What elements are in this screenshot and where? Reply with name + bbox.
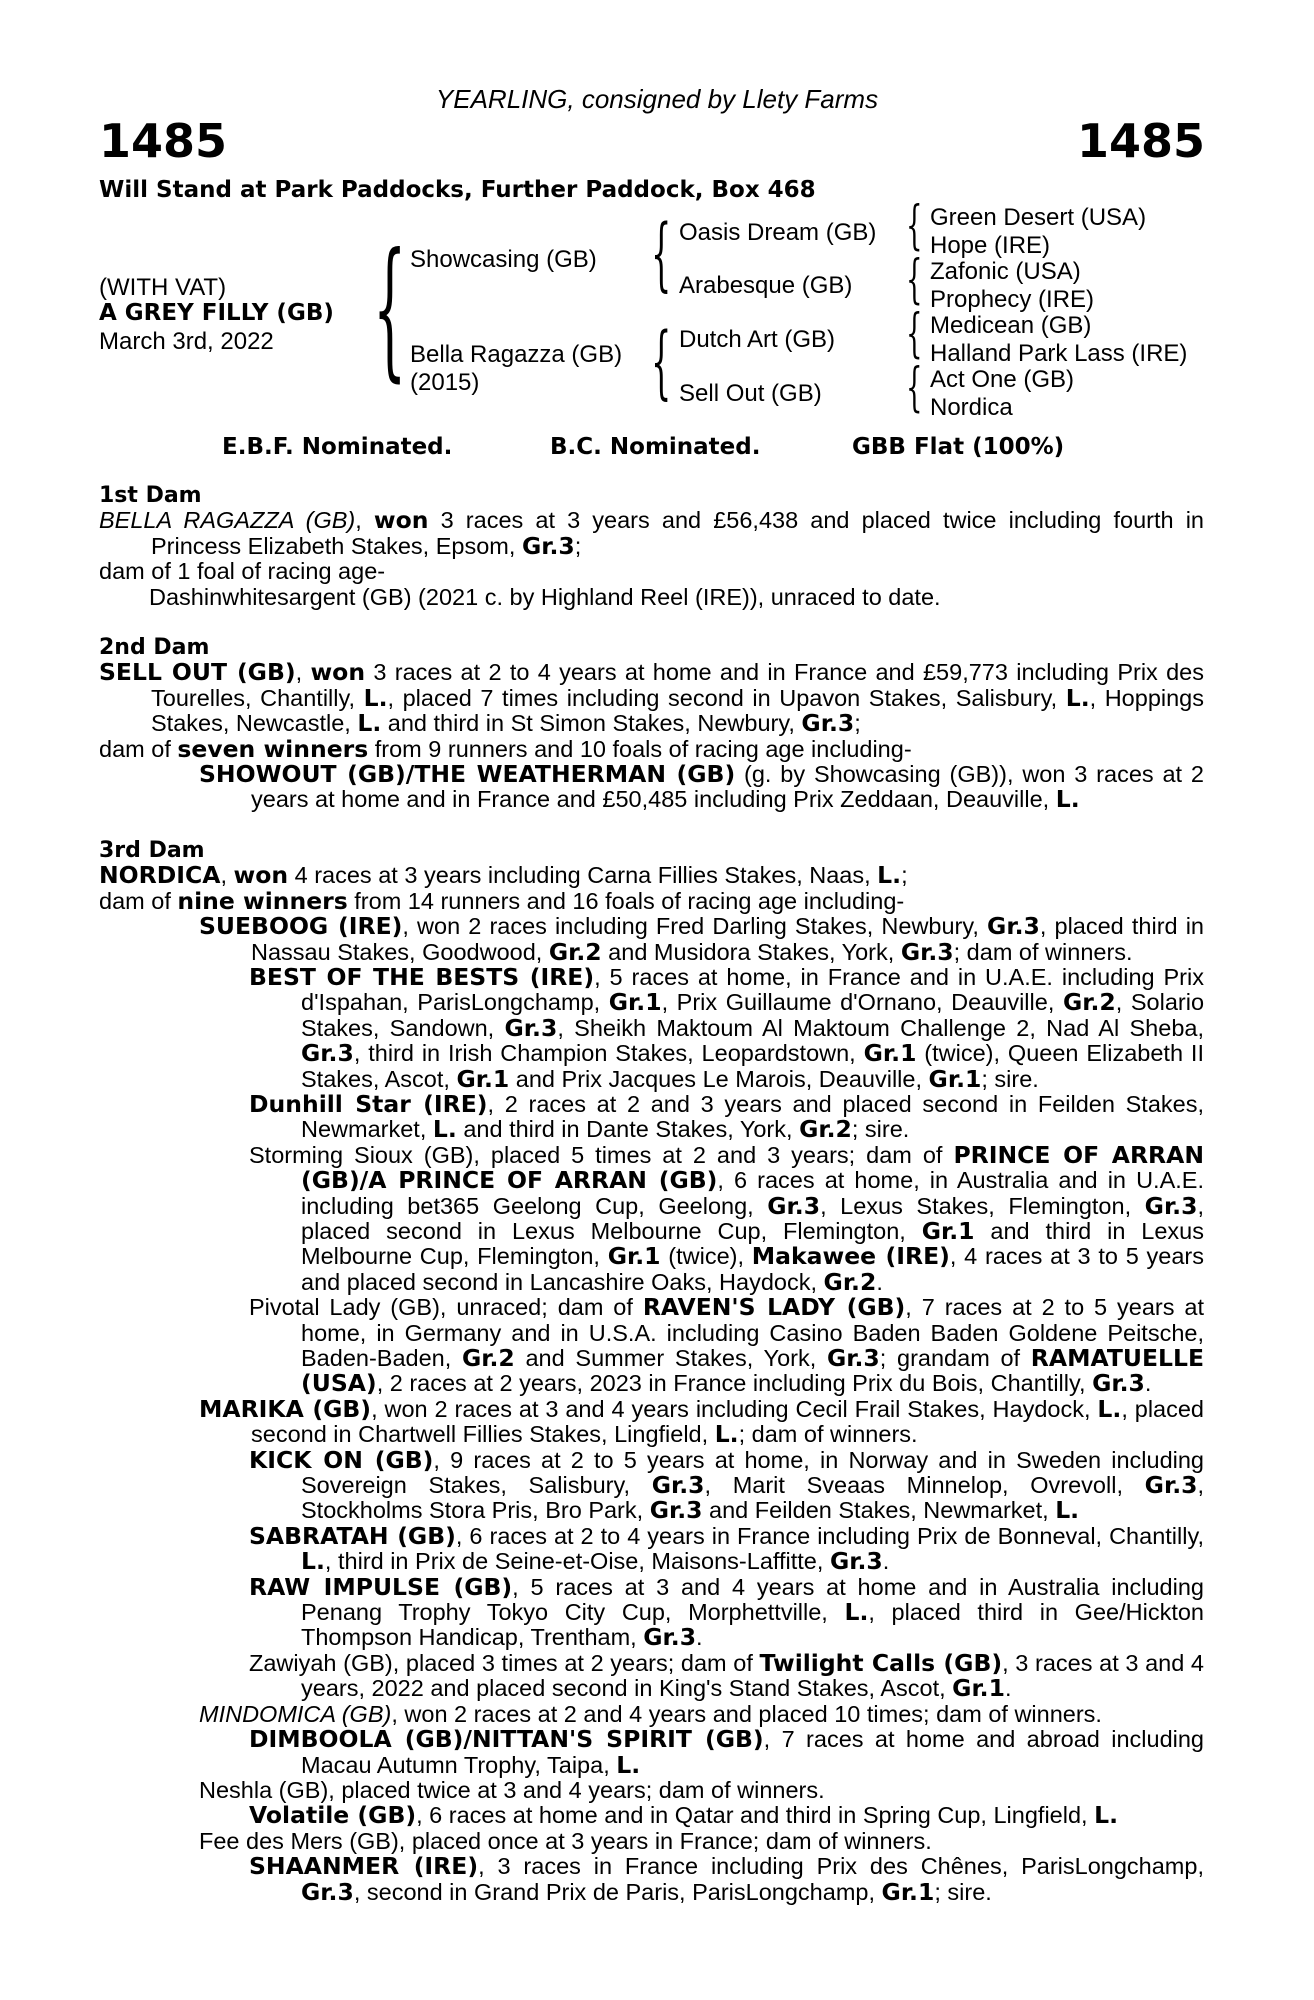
produce-neshla: Neshla (GB), placed twice at 3 and 4 years; dam of winners. — [199, 1776, 825, 1803]
ds-dam: Halland Park Lass (IRE) — [930, 340, 1188, 367]
catalogue-page-text — [99, 483, 1204, 1905]
lot-number-left: 1485 — [99, 114, 228, 168]
ss-dam: Hope (IRE) — [930, 232, 1051, 259]
produce-fee-des-mers: Fee des Mers (GB), placed once at 3 years in France; dam of winners. — [199, 1827, 932, 1854]
brace-ss: { — [906, 196, 923, 256]
produce-best-of-the-bests: BEST OF THE BESTS (IRE), 5 races at home, in France and in U.A.E. including Prix d'Ispahan, ParisLongchamp, Gr.1, Prix Guillaume d'Ornano, Deauville, Gr.2, Solario Stakes, Sandown, Gr.3, Sheikh Maktoum Al Maktoum Challenge 2, Nad Al Sheba, Gr.3, third in Irish Champion Stakes, Leopardstown, Gr.1 (twice), Queen Elizabeth II Stakes, Ascot, Gr.1 and Prix Jacques Le Marois, Deauville, Gr.1; sire. — [249, 962, 1205, 1093]
first-dam-heading: 1st Dam — [99, 483, 202, 508]
bc-nominated: B.C. Nominated. — [550, 434, 761, 460]
produce-marika: MARIKA (GB), won 2 races at 3 and 4 years including Cecil Frail Stakes, Haydock, L., placed second in Chartwell Fillies Stakes, Lingfield, L.; dam of winners. — [199, 1394, 1205, 1449]
dam-year: (2015) — [410, 369, 480, 396]
brace-dam: { — [651, 315, 672, 408]
produce-mindomica: MINDOMICA (GB), won 2 races at 2 and 4 years and placed 10 times; dam of winners. — [199, 1700, 1102, 1727]
produce-zawiyah: Zawiyah (GB), placed 3 times at 2 years; dam of Twilight Calls (GB), 3 races at 3 and 4 years, 2022 and placed second in King's Stand Stakes, Ascot, Gr.1. — [249, 1648, 1205, 1703]
third-dam-produce-intro: dam of nine winners from 14 runners and 16 foals of racing age including- — [99, 886, 905, 915]
sd-dam: Prophecy (IRE) — [930, 286, 1095, 313]
horse-name: A GREY FILLY (GB) — [99, 300, 334, 326]
brace-sd: { — [906, 250, 923, 310]
sire-sire: Oasis Dream (GB) — [679, 219, 877, 246]
produce-pivotal-lady: Pivotal Lady (GB), unraced; dam of RAVEN'S LADY (GB), 7 races at 2 to 5 years at home, in Germany and in U.S.A. including Casino Baden Baden Goldene Peitsche, Baden-Baden, Gr.2 and Summer Stakes, York, Gr.3; grandam of RAMATUELLE (USA), 2 races at 2 years, 2023 in France including Prix du Bois, Chantilly, Gr.3. — [249, 1293, 1204, 1398]
produce-dunhill-star: Dunhill Star (IRE), 2 races at 2 and 3 years and placed second in Feilden Stakes, Newmarket, L. and third in Dante Stakes, York, Gr.2; sire. — [249, 1089, 1204, 1144]
first-dam-produce-intro: dam of 1 foal of racing age- — [99, 558, 386, 585]
produce-storming-sioux: Storming Sioux (GB), placed 5 times at 2 and 3 years; dam of PRINCE OF ARRAN (GB)/A PRINCE OF ARRAN (GB), 6 races at home, in Australia and in U.A.E. including bet365 Geelong Cup, Geelong, Gr.3, Lexus Stakes, Flemington, Gr.3, placed second in Lexus Melbourne Cup, Flemington, Gr.1 and third in Lexus Melbourne Cup, Flemington, Gr.1 (twice), Makawee (IRE), 4 races at 3 to 5 years and placed second in Lancashire Oaks, Haydock, Gr.2. — [249, 1140, 1204, 1296]
vat-label: (WITH VAT) — [99, 274, 227, 301]
dam-dam: Sell Out (GB) — [679, 380, 822, 407]
sire: Showcasing (GB) — [410, 246, 597, 273]
dd-sire: Act One (GB) — [930, 366, 1075, 393]
dam-sire: Dutch Art (GB) — [679, 326, 836, 353]
brace-ds: { — [906, 304, 923, 364]
produce-sabratah: SABRATAH (GB), 6 races at 2 to 4 years in France including Prix de Bonneval, Chantilly, L., third in Prix de Seine-et-Oise, Maisons-Laffitte, Gr.3. — [249, 1521, 1204, 1576]
sire-dam: Arabesque (GB) — [679, 272, 853, 299]
brace-sire: { — [651, 207, 672, 300]
gbb-flat: GBB Flat (100%) — [852, 434, 1065, 460]
second-dam-produce-showout: SHOWOUT (GB)/THE WEATHERMAN (GB) (g. by Showcasing (GB)), won 3 races at 2 years at home and in France and £50,485 including Prix Zeddaan, Deauville, L. — [199, 760, 1204, 814]
consignment-line: YEARLING, consigned by Llety Farms — [435, 84, 879, 114]
ds-sire: Medicean (GB) — [930, 312, 1092, 339]
produce-volatile: Volatile (GB), 6 races at home and in Qatar and third in Spring Cup, Lingfield, L. — [249, 1801, 1118, 1830]
produce-raw-impulse: RAW IMPULSE (GB), 5 races at 3 and 4 years at home and in Australia including Penang Trophy Tokyo City Cup, Morphettville, L., placed third in Gee/Hickton Thompson Handicap, Trentham, Gr.3. — [249, 1572, 1204, 1652]
dd-dam: Nordica — [930, 394, 1013, 421]
ebf-nominated: E.B.F. Nominated. — [222, 434, 453, 460]
second-dam-heading: 2nd Dam — [99, 635, 210, 661]
produce-kick-on: KICK ON (GB), 9 races at 2 to 5 years at home, in Norway and in Sweden including Sovereign Stakes, Salisbury, Gr.3, Marit Sveaas Minnelop, Ovrevoll, Gr.3, Stockholms Stora Pris, Bro Park, Gr.3 and Feilden Stakes, Newmarket, L. — [249, 1445, 1205, 1525]
produce-shaanmer: SHAANMER (IRE), 3 races in France including Prix des Chênes, ParisLongchamp, Gr.3, second in Grand Prix de Paris, ParisLongchamp, Gr.1; sire. — [249, 1852, 1204, 1906]
lot-number-right: 1485 — [1076, 114, 1205, 168]
brace-horse: { — [373, 222, 407, 396]
first-dam-produce: Dashinwhitesargent (GB) (2021 c. by Highland Reel (IRE)), unraced to date. — [149, 583, 941, 610]
sd-sire: Zafonic (USA) — [930, 258, 1081, 285]
third-dam-heading: 3rd Dam — [99, 837, 205, 863]
brace-dd: { — [906, 358, 923, 418]
ss-sire: Green Desert (USA) — [930, 204, 1147, 231]
horse-dob: March 3rd, 2022 — [99, 328, 274, 355]
produce-sueboog: SUEBOOG (IRE), won 2 races including Fred Darling Stakes, Newbury, Gr.3, placed third in Nassau Stakes, Goodwood, Gr.2 and Musidora Stakes, York, Gr.3; dam of winners. — [199, 912, 1205, 966]
produce-dimboola: DIMBOOLA (GB)/NITTAN'S SPIRIT (GB), 7 races at home and abroad including Macau Autumn Trophy, Taipa, L. — [249, 1725, 1205, 1779]
third-dam-entry: NORDICA, won 4 races at 3 years including Carna Fillies Stakes, Naas, L.; — [99, 861, 908, 890]
second-dam-produce-intro: dam of seven winners from 9 runners and 10 foals of racing age including- — [99, 734, 912, 763]
dam: Bella Ragazza (GB) — [410, 341, 623, 368]
first-dam-entry: BELLA RAGAZZA (GB), won 3 races at 3 years and £56,438 and placed twice including fourth in Princess Elizabeth Stakes, Epsom, Gr.3; — [99, 506, 1204, 560]
second-dam-entry: SELL OUT (GB), won 3 races at 2 to 4 years at home and in France and £59,773 including Prix des Tourelles, Chantilly, L., placed 7 times including second in Upavon Stakes, Salisbury, L., Hoppings Stakes, Newcastle, L. and third in St Simon Stakes, Newbury, Gr.3; — [99, 658, 1205, 738]
stand-location: Will Stand at Park Paddocks, Further Paddock, Box 468 — [99, 177, 816, 203]
